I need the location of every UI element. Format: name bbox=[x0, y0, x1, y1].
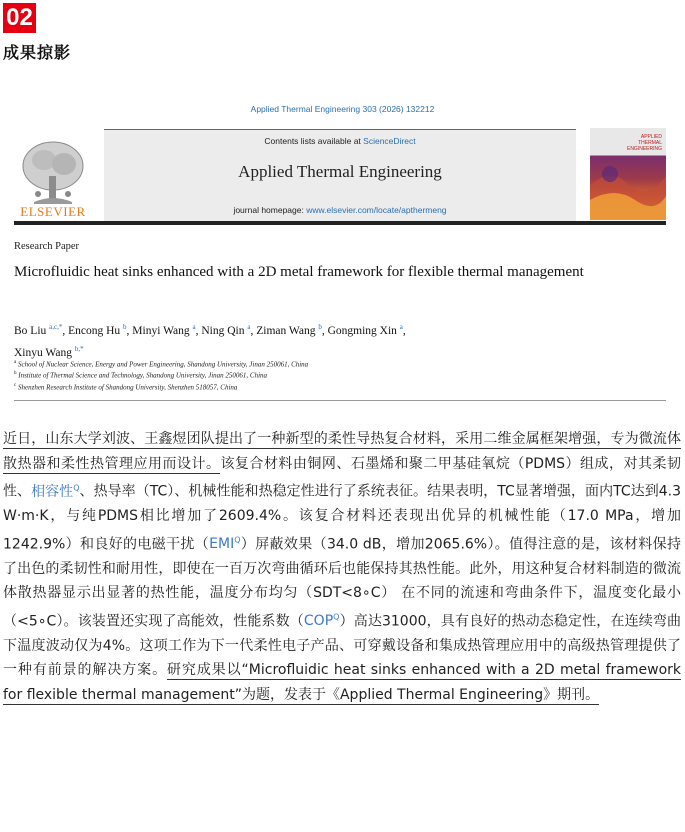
journal-cover-image bbox=[590, 128, 666, 220]
affiliation: $^b$ Institute of Thermal Science and Technology, Shandong University, Jinan 250061, China bbox=[14, 371, 268, 380]
cover-title: APPLIED THERMAL ENGINEERING bbox=[626, 134, 662, 152]
cover-graphic-icon bbox=[590, 156, 666, 220]
contents-prefix: Contents lists available at bbox=[264, 136, 364, 146]
paper-bottom-rule bbox=[14, 400, 666, 401]
publisher-name: ELSEVIER bbox=[20, 204, 86, 219]
paper-header-image bbox=[0, 92, 685, 410]
header-thick-rule bbox=[14, 221, 666, 225]
body-text: 该复合材料由铜网、石墨烯和聚二甲基硅氧烷（PDMS）组成，对其柔韧性、 bbox=[3, 455, 682, 500]
homepage-line bbox=[104, 205, 576, 215]
section-number-badge: 02 bbox=[3, 3, 36, 33]
author: Gongming Xin $^a$, bbox=[327, 323, 406, 337]
affiliation: $^a$ School of Nuclear Science, Energy and Power Engineering, Shandong University, Jinan 250061, China bbox=[14, 360, 309, 369]
body-text: ）高达31000，具有良好的热动态稳定性，在连续弯曲下温度波动仅为4%。这项工作为下一代柔性电子产品、可穿戴设备和集成热管理应用中的高级热管理提供了一种有前景的解决方案。 bbox=[3, 613, 681, 679]
highlight-sentence: 近日，山东大学刘波、王鑫煜团队提出了一种新型的柔性导热复合材料，采用二维金属框架增强，专为微流体散热器和柔性热管理应用而设计。 bbox=[3, 431, 681, 472]
author: Ziman Wang $^b$, bbox=[256, 323, 328, 337]
keyword-link-cop[interactable]: $COP^Q$ bbox=[303, 612, 340, 630]
article-type: Research Paper bbox=[14, 241, 80, 252]
affiliation: $^c$ Shenzhen Research Institute of Shandong University, Shenzhen 518057, China bbox=[14, 382, 238, 391]
author: Bo Liu $^{a,c,*}$, bbox=[14, 323, 69, 337]
body-text: ）屏蔽效果（34.0 dB，增加2065.6%）。值得注意的是，该材料保持了出色的柔韧性和耐用性，即使在一百万次弯曲循环后也能保持其热性能。此外，用这种复合材料制造的微流体散热器显示出显著的热性能，温度分布均匀（SDT<8∘C） 在不同的流速和弯曲条件下，温度变化最小（<5∘C）。该装置还实现了高能效，性能系数（ bbox=[3, 536, 681, 630]
publication-sentence: 研究成果以“Microfluidic heat sinks enhanced with a 2D metal framework for flexible thermal management”为题，发表于《Applied Thermal Engineering》期刊。 bbox=[3, 662, 681, 703]
affiliation-list bbox=[14, 358, 574, 392]
journal-title: Applied Thermal Engineering bbox=[238, 162, 442, 181]
keyword-link-compatibility[interactable]: 相容性$^Q$ bbox=[31, 483, 80, 500]
body-text: 、热导率（TC）、机械性能和热稳定性进行了系统表征。结果表明，TC显著增强，面内TC达到4.3 W·m·K，与纯PDMS相比增加了2609.4%。该复合材料还表现出优异的机械性能（17.0 MPa，增加1242.9%）和良好的电磁干扰（ bbox=[3, 483, 682, 553]
search-icon: Q bbox=[73, 483, 80, 492]
journal-homepage-link[interactable]: www.elsevier.com/locate/apthermeng bbox=[306, 205, 447, 215]
author: Ning Qin $^a$, bbox=[201, 323, 257, 337]
author: Xinyu Wang $^{b,*}$ bbox=[14, 344, 84, 359]
search-icon: Q bbox=[234, 535, 241, 545]
article-summary-paragraph bbox=[3, 427, 681, 707]
paper-title: Microfluidic heat sinks enhanced with a 2D metal framework for flexible thermal management bbox=[14, 264, 584, 280]
author: Minyi Wang $^a$, bbox=[132, 323, 202, 337]
contents-line bbox=[104, 136, 576, 146]
section-title: 成果掠影 bbox=[3, 43, 72, 62]
author: Encong Hu $^b$, bbox=[68, 323, 133, 337]
author-list bbox=[14, 318, 574, 362]
keyword-link-emi[interactable]: $EMI^Q$ bbox=[209, 535, 241, 553]
search-icon: Q bbox=[333, 612, 340, 622]
homepage-prefix: journal homepage: bbox=[233, 205, 307, 215]
sciencedirect-link[interactable]: ScienceDirect bbox=[363, 136, 416, 146]
paper-citation: Applied Thermal Engineering 303 (2026) 132212 bbox=[250, 104, 435, 114]
